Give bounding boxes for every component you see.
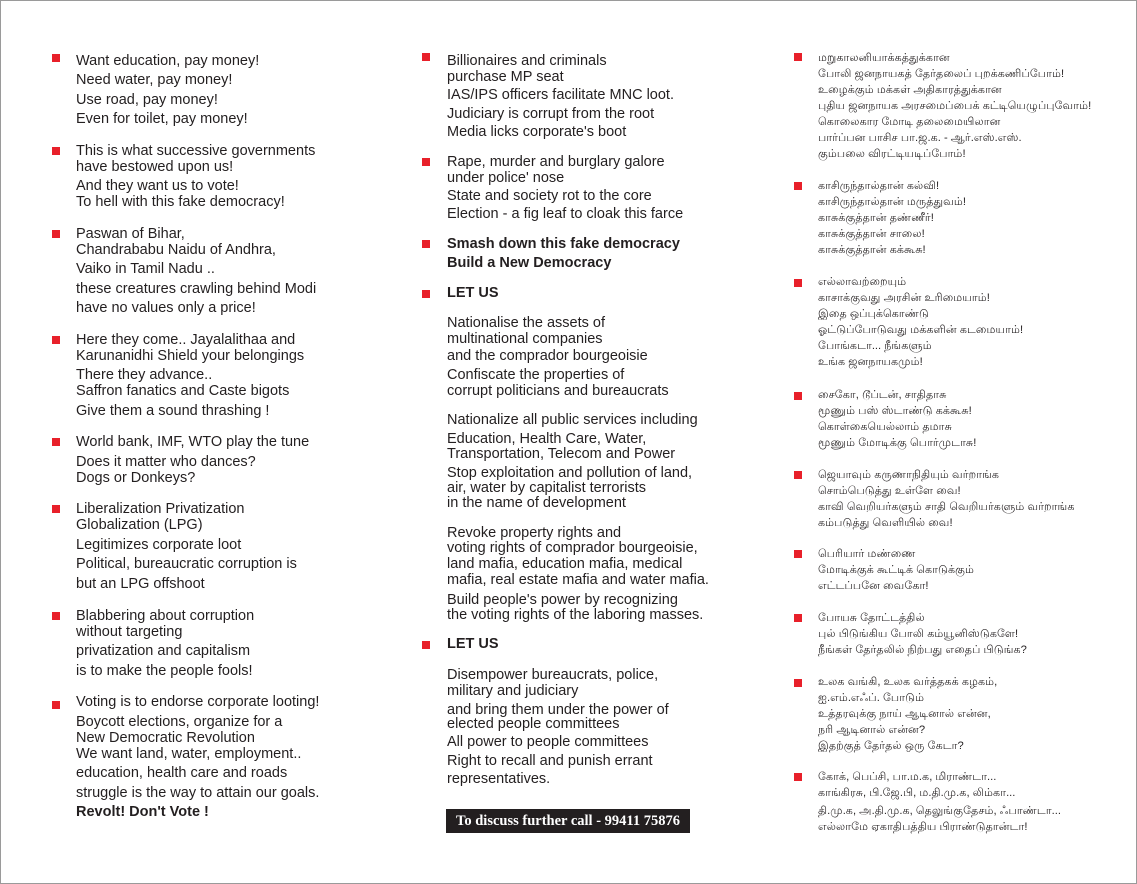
- text-line: Transportation, Telecom and Power: [447, 446, 676, 462]
- red-square-bullet-icon: [794, 471, 802, 479]
- text-line: Legitimizes corporate loot: [76, 537, 242, 553]
- text-line: Right to recall and punish errant: [447, 753, 653, 769]
- red-square-bullet-icon: [794, 614, 802, 622]
- text-line: பார்ப்பன பாசிச பா.ஜ.க. - ஆர்.எஸ்.எஸ்.: [818, 132, 1022, 144]
- text-line: have no values only a price!: [76, 300, 256, 316]
- text-line: இதற்குத் தேர்தல் ஒரு கேடா?: [818, 740, 964, 752]
- text-line: புதிய ஜனநாயக அரசமைப்பைக் கட்டியெழுப்புவோம்!: [818, 100, 1092, 112]
- text-line: உலக வங்கி, உலக வர்த்தகக் கழகம்,: [818, 676, 998, 688]
- text-line: மறுகாலனியாக்கத்துக்கான: [818, 52, 950, 64]
- text-line: Saffron fanatics and Caste bigots: [76, 383, 290, 399]
- text-line: these creatures crawling behind Modi: [76, 281, 317, 297]
- text-line: LET US: [447, 636, 499, 652]
- text-line: Karunanidhi Shield your belongings: [76, 348, 305, 364]
- text-line: உத்தரவுக்கு நாய் ஆடினால் என்ன,: [818, 708, 991, 720]
- red-square-bullet-icon: [52, 54, 60, 62]
- text-line: and the comprador bourgeoisie: [447, 348, 648, 364]
- red-square-bullet-icon: [52, 147, 60, 155]
- text-line: காசாக்குவது அரசின் உரிமையாம்!: [818, 292, 990, 304]
- text-line: எல்லாமே ஏகாதிபத்திய பிராண்டுதான்டா!: [818, 821, 1028, 833]
- text-line: land mafia, education mafia, medical: [447, 556, 683, 572]
- text-line: Revoke property rights and: [447, 525, 622, 541]
- text-line: struggle is the way to attain our goals.: [76, 785, 320, 801]
- call-number-banner: To discuss further call - 99411 75876: [446, 809, 690, 833]
- red-square-bullet-icon: [422, 53, 430, 61]
- text-line: education, health care and roads: [76, 765, 288, 781]
- text-line: காசுக்குத்தான் தண்ணீர்!: [818, 212, 934, 224]
- text-line: To hell with this fake democracy!: [76, 194, 285, 210]
- text-line: Vaiko in Tamil Nadu ..: [76, 261, 215, 277]
- text-line: Judiciary is corrupt from the root: [447, 106, 655, 122]
- red-square-bullet-icon: [794, 53, 802, 61]
- red-square-bullet-icon: [52, 230, 60, 238]
- text-line: Election - a fig leaf to cloak this farce: [447, 206, 684, 222]
- red-square-bullet-icon: [794, 279, 802, 287]
- red-square-bullet-icon: [52, 438, 60, 446]
- text-line: கும்பலை விரட்டியடிப்போம்!: [818, 148, 966, 160]
- text-line: There they advance..: [76, 367, 213, 383]
- red-square-bullet-icon: [794, 182, 802, 190]
- text-line: நீங்கள் தேர்தலில் நிற்பது எதைப் பிடுங்க?: [818, 644, 1027, 656]
- text-line: Globalization (LPG): [76, 517, 203, 533]
- text-line: காங்கிரசு, பி.ஜே.பி, ம.தி.மு.க, லிம்கா...: [818, 787, 1016, 799]
- text-line: is to make the people fools!: [76, 663, 253, 679]
- red-square-bullet-icon: [52, 505, 60, 513]
- text-line: ஓட்டுப்போடுவது மக்களின் கடமையாம்!: [818, 324, 1024, 336]
- red-square-bullet-icon: [422, 158, 430, 166]
- text-line: New Democratic Revolution: [76, 730, 255, 746]
- text-line: air, water by capitalist terrorists: [447, 480, 647, 496]
- text-line: போலி ஜனநாயகத் தேர்தலைப் புறக்கணிப்போம்!: [818, 68, 1065, 80]
- text-line: Revolt! Don't Vote !: [76, 804, 209, 820]
- text-line: Build people's power by recognizing: [447, 592, 678, 608]
- text-line: Build a New Democracy: [447, 255, 612, 271]
- text-line: and bring them under the power of: [447, 702, 669, 718]
- text-line: Education, Health Care, Water,: [447, 431, 647, 447]
- text-line: Nationalize all public services including: [447, 412, 698, 428]
- red-square-bullet-icon: [794, 550, 802, 558]
- text-line: corrupt politicians and bureaucrats: [447, 383, 669, 399]
- text-line: காவி வெறியர்களும் சாதி வெறியர்களும் வர்றாங்க: [818, 501, 1075, 513]
- text-line: elected people committees: [447, 716, 620, 732]
- text-line: உழைக்கும் மக்கள் அதிகாரத்துக்கான: [818, 84, 1002, 96]
- text-line: காசிருந்தால்தான் மருத்துவம்!: [818, 196, 966, 208]
- red-square-bullet-icon: [422, 290, 430, 298]
- text-line: சைகோ, டூப்டன், சாதிதாசு: [818, 389, 947, 401]
- text-line: Voting is to endorse corporate looting!: [76, 694, 320, 710]
- text-line: LET US: [447, 285, 499, 301]
- text-line: voting rights of comprador bourgeoisie,: [447, 540, 698, 556]
- text-line: இதை ஒப்புக்கொண்டு: [818, 308, 929, 320]
- text-line: ஜெயாவும் கருணாநிதியும் வர்றாங்க: [818, 469, 999, 481]
- text-line: Blabbering about corruption: [76, 608, 255, 624]
- text-line: நரி ஆடினால் என்ன?: [818, 724, 926, 736]
- text-line: Paswan of Bihar,: [76, 226, 185, 242]
- text-line: the voting rights of the laboring masses.: [447, 607, 704, 623]
- text-line: representatives.: [447, 771, 551, 787]
- text-line: Boycott elections, organize for a: [76, 714, 283, 730]
- text-line: Liberalization Privatization: [76, 501, 245, 517]
- text-line: Political, bureaucratic corruption is: [76, 556, 297, 572]
- text-line: Billionaires and criminals: [447, 53, 607, 69]
- text-line: purchase MP seat: [447, 69, 564, 85]
- text-line: Dogs or Donkeys?: [76, 470, 196, 486]
- red-square-bullet-icon: [422, 641, 430, 649]
- text-line: Need water, pay money!: [76, 72, 233, 88]
- text-line: கோக், பெப்சி, பா.ம.க, மிராண்டா...: [818, 771, 997, 783]
- text-line: And they want us to vote!: [76, 178, 239, 194]
- text-line: under police' nose: [447, 170, 565, 186]
- text-line: கொள்கையெல்லாம் தமாசு: [818, 421, 952, 433]
- text-line: போங்கடா... நீங்களும்: [818, 340, 932, 352]
- text-line: IAS/IPS officers facilitate MNC loot.: [447, 87, 674, 103]
- text-line: but an LPG offshoot: [76, 576, 205, 592]
- text-line: சொம்பெடுத்து உள்ளே வை!: [818, 485, 961, 497]
- text-line: mafia, real estate mafia and water mafia.: [447, 572, 709, 588]
- red-square-bullet-icon: [794, 773, 802, 781]
- red-square-bullet-icon: [422, 240, 430, 248]
- red-square-bullet-icon: [52, 612, 60, 620]
- text-line: State and society rot to the core: [447, 188, 652, 204]
- red-square-bullet-icon: [794, 679, 802, 687]
- text-line: பெரியார் மண்ணை: [818, 548, 916, 560]
- red-square-bullet-icon: [52, 701, 60, 709]
- red-square-bullet-icon: [52, 336, 60, 344]
- text-line: கொலைகார மோடி தலைமையிலான: [818, 116, 1001, 128]
- text-line: புல் பிடுங்கிய போலி கம்யூனிஸ்டுகளே!: [818, 628, 1019, 640]
- text-line: multinational companies: [447, 331, 603, 347]
- text-line: ஐ.எம்.எஃப். போடும்: [818, 692, 925, 704]
- text-line: This is what successive governments: [76, 143, 316, 159]
- text-line: Give them a sound thrashing !: [76, 403, 270, 419]
- text-line: கம்படுத்து வெளியில் வை!: [818, 517, 953, 529]
- text-line: எட்டப்பனே வைகோ!: [818, 580, 929, 592]
- red-square-bullet-icon: [794, 392, 802, 400]
- text-line: மூணும் பஸ் ஸ்டாண்டு கக்கூசு!: [818, 405, 972, 417]
- text-line: Disempower bureaucrats, police,: [447, 667, 659, 683]
- text-line: Even for toilet, pay money!: [76, 111, 248, 127]
- text-line: Does it matter who dances?: [76, 454, 256, 470]
- text-line: All power to people committees: [447, 734, 649, 750]
- text-line: privatization and capitalism: [76, 643, 251, 659]
- text-line: military and judiciary: [447, 683, 579, 699]
- text-line: World bank, IMF, WTO play the tune: [76, 434, 310, 450]
- text-line: We want land, water, employment..: [76, 746, 302, 762]
- text-line: காசுக்குத்தான் சாலை!: [818, 228, 925, 240]
- text-line: Want education, pay money!: [76, 53, 260, 69]
- text-line: Here they come.. Jayalalithaa and: [76, 332, 296, 348]
- text-line: மூணும் மோடிக்கு பொர்முடாசு!: [818, 437, 977, 449]
- text-line: மோடிக்குக் கூட்டிக் கொடுக்கும்: [818, 564, 975, 576]
- text-line: Stop exploitation and pollution of land,: [447, 465, 693, 481]
- text-line: தி.மு.க, அ.தி.மு.க, தெலுங்குதேசம், ஃபாண்டா...: [818, 805, 1061, 817]
- text-line: Media licks corporate's boot: [447, 124, 627, 140]
- text-line: காசிருந்தால்தான் கல்வி!: [818, 180, 940, 192]
- text-line: Rape, murder and burglary galore: [447, 154, 665, 170]
- text-line: in the name of development: [447, 495, 626, 511]
- text-line: Smash down this fake democracy: [447, 236, 680, 252]
- text-line: காசுக்குத்தான் கக்கூசு!: [818, 244, 926, 256]
- text-line: உங்க ஜனநாயகமும்!: [818, 356, 923, 368]
- text-line: without targeting: [76, 624, 183, 640]
- text-line: Use road, pay money!: [76, 92, 218, 108]
- text-line: Nationalise the assets of: [447, 315, 605, 331]
- text-line: போயசு தோட்டத்தில்: [818, 612, 925, 624]
- text-line: எல்லாவற்றையும்: [818, 276, 907, 288]
- text-line: Chandrababu Naidu of Andhra,: [76, 242, 276, 258]
- text-line: Confiscate the properties of: [447, 367, 625, 383]
- text-line: have bestowed upon us!: [76, 159, 234, 175]
